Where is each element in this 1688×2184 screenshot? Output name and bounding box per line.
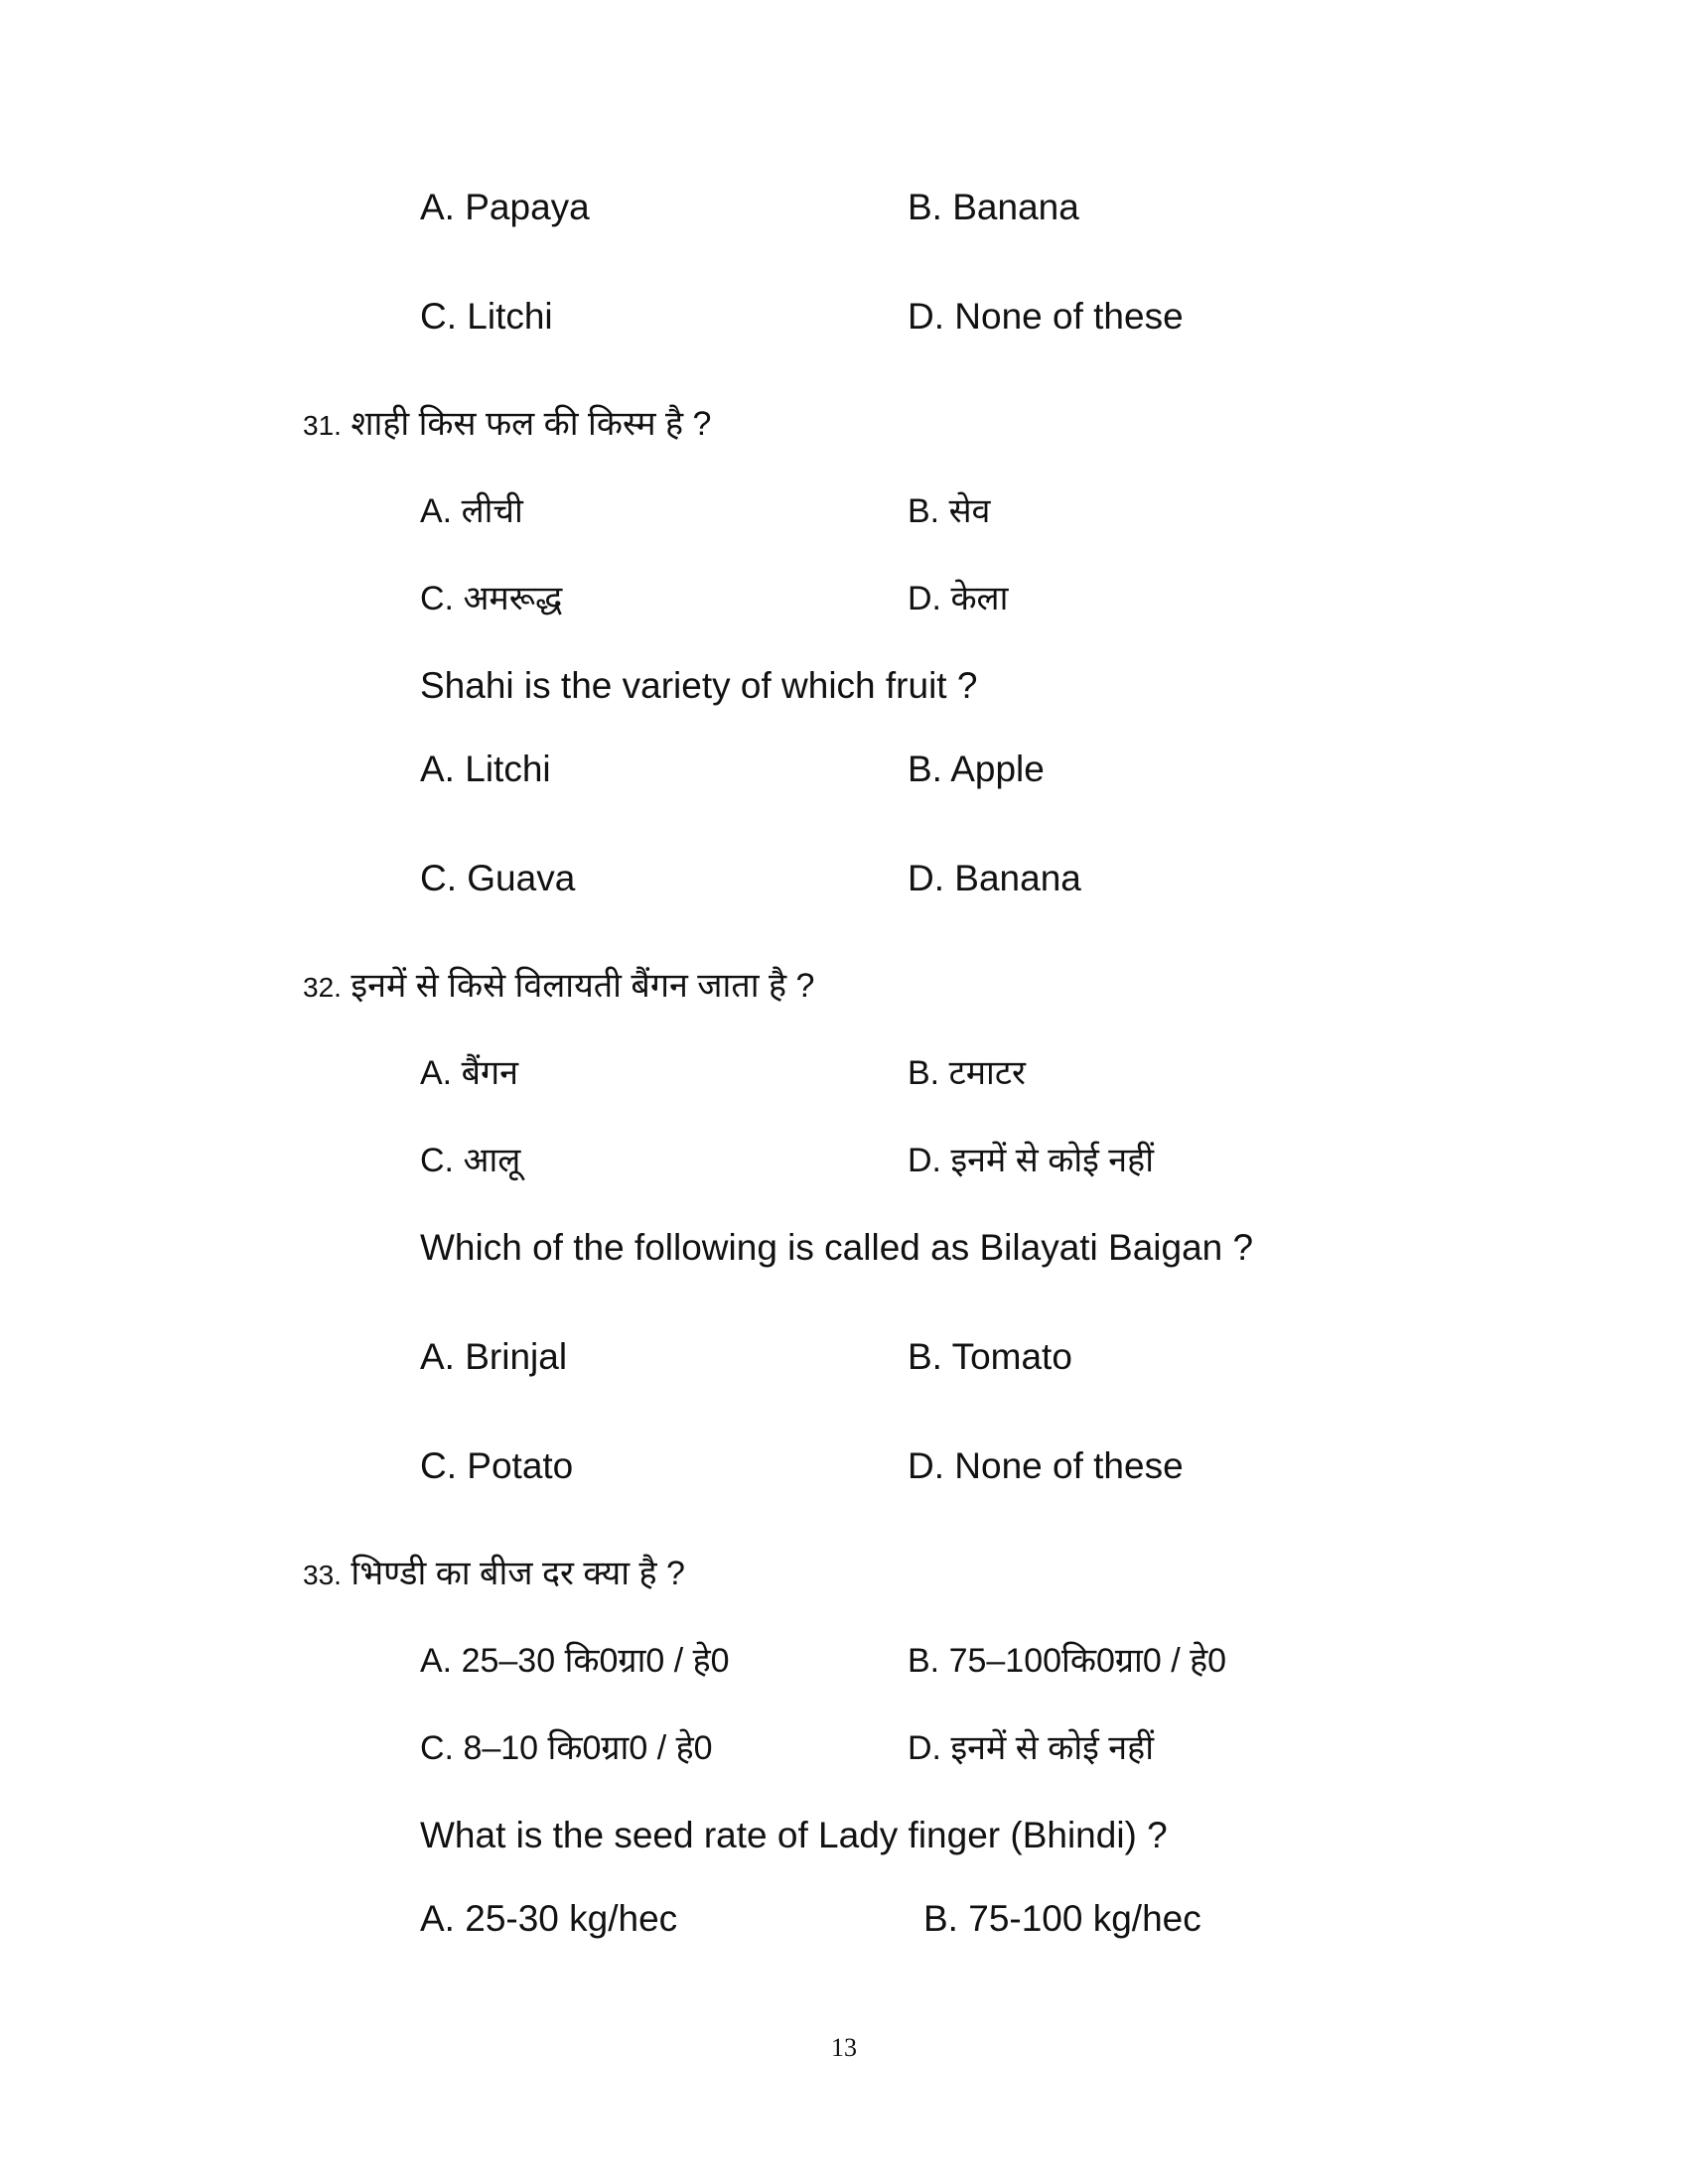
option-d-hindi: D. इनमें से कोई नहीं bbox=[908, 1142, 1155, 1179]
option-a: A. Papaya bbox=[420, 187, 590, 227]
option-b: B. Apple bbox=[908, 749, 1045, 789]
question-32-hindi bbox=[303, 969, 814, 1003]
question-33-hindi bbox=[303, 1557, 685, 1590]
option-b-hindi: B. टमाटर bbox=[908, 1054, 1026, 1092]
option-a-hindi: A. लीची bbox=[420, 492, 523, 530]
question-text: भिण्डी का बीज दर क्या है ? bbox=[351, 1555, 685, 1592]
page-number: 13 bbox=[831, 2033, 857, 2062]
question-number: 32. bbox=[303, 972, 342, 1003]
option-c-hindi: C. आलू bbox=[420, 1142, 521, 1179]
question-text: इनमें से किसे विलायती बैंगन जाता है ? bbox=[351, 967, 815, 1005]
option-d: D. Banana bbox=[908, 858, 1081, 898]
question-31-hindi bbox=[303, 407, 711, 441]
option-a-hindi: A. बैंगन bbox=[420, 1054, 518, 1092]
question-number: 31. bbox=[303, 410, 342, 441]
option-a: A. 25-30 kg/hec bbox=[420, 1898, 678, 1939]
option-c: C. Litchi bbox=[420, 296, 553, 337]
option-b: B. Tomato bbox=[908, 1336, 1072, 1377]
option-b-hindi: B. सेव bbox=[908, 492, 991, 530]
option-b-hindi: B. 75–100कि0ग्रा0 / हे0 bbox=[908, 1642, 1227, 1680]
option-d: D. None of these bbox=[908, 296, 1184, 337]
question-33-english: What is the seed rate of Lady finger (Bhindi) ? bbox=[420, 1815, 1168, 1855]
question-31-english: Shahi is the variety of which fruit ? bbox=[420, 665, 978, 706]
option-d: D. None of these bbox=[908, 1445, 1184, 1486]
option-c-hindi: C. 8–10 कि0ग्रा0 / हे0 bbox=[420, 1729, 713, 1767]
option-d-hindi: D. इनमें से कोई नहीं bbox=[908, 1729, 1155, 1767]
option-c: C. Guava bbox=[420, 858, 576, 898]
option-a-hindi: A. 25–30 कि0ग्रा0 / हे0 bbox=[420, 1642, 730, 1680]
option-d-hindi: D. केला bbox=[908, 580, 1009, 617]
option-c: C. Potato bbox=[420, 1445, 574, 1486]
option-a: A. Litchi bbox=[420, 749, 551, 789]
option-b: B. 75-100 kg/hec bbox=[923, 1898, 1201, 1939]
option-c-hindi: C. अमरूद्ध bbox=[420, 580, 563, 617]
question-number: 33. bbox=[303, 1560, 342, 1590]
question-text: शाही किस फल की किस्म है ? bbox=[351, 405, 712, 443]
question-32-english: Which of the following is called as Bilayati Baigan ? bbox=[420, 1227, 1254, 1268]
option-a: A. Brinjal bbox=[420, 1336, 568, 1377]
option-b: B. Banana bbox=[908, 187, 1079, 227]
